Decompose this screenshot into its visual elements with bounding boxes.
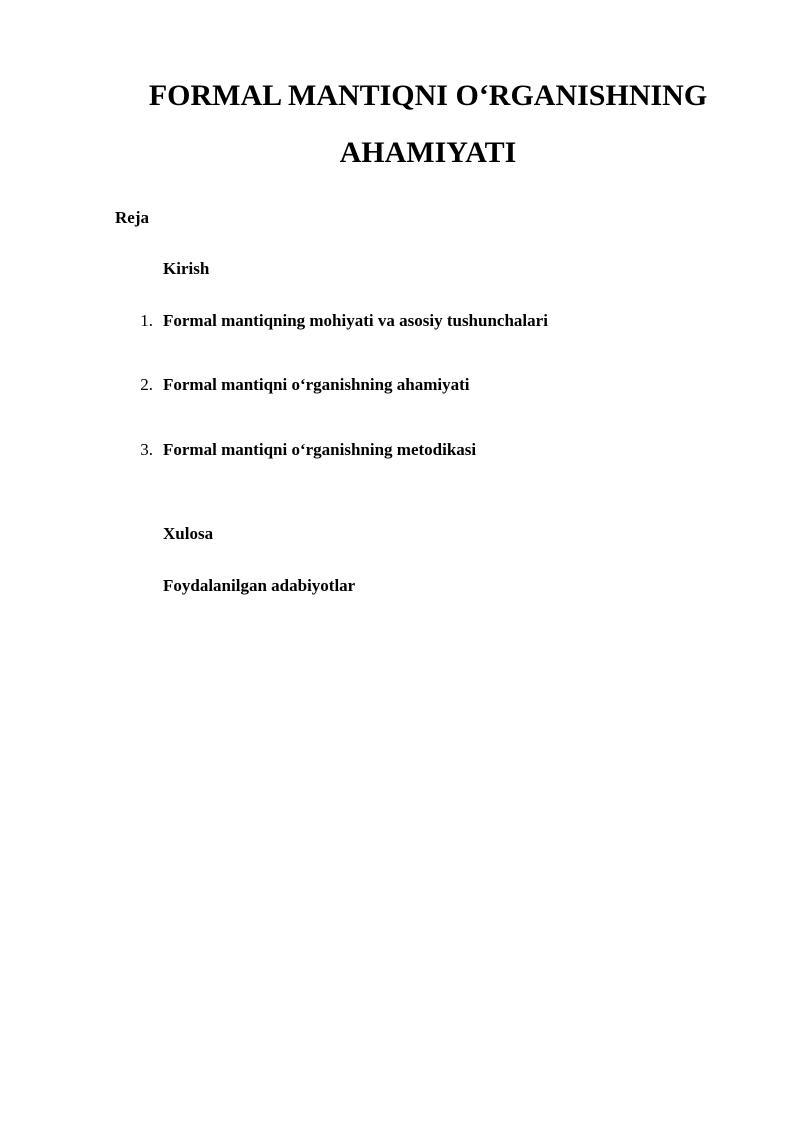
plan-item-number: 2. bbox=[140, 375, 153, 394]
plan-item-text: Formal mantiqni o‘rganishning ahamiyati bbox=[163, 375, 470, 394]
document-title-line-1: FORMAL MANTIQNI O‘RGANISHNING bbox=[148, 79, 708, 112]
plan-item-text: Formal mantiqning mohiyati va asosiy tushunchalari bbox=[163, 311, 548, 330]
plan-item-conclusion: Xulosa bbox=[163, 524, 214, 543]
plan-item-text: Formal mantiqni o‘rganishning metodikasi bbox=[163, 440, 477, 459]
document-title-line-2: AHAMIYATI bbox=[339, 136, 517, 169]
plan-item-number: 3. bbox=[140, 440, 153, 459]
plan-heading: Reja bbox=[115, 208, 149, 227]
plan-item-intro: Kirish bbox=[163, 259, 210, 278]
plan-item-number: 1. bbox=[140, 311, 153, 330]
plan-item-references: Foydalanilgan adabiyotlar bbox=[163, 576, 356, 595]
